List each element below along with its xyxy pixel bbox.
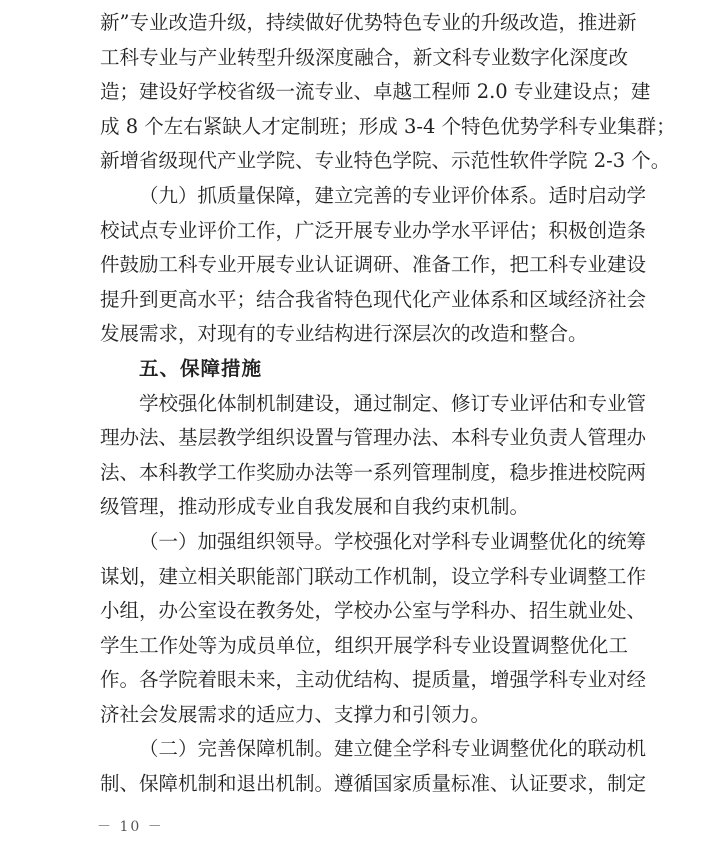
text-line: 作。各学院着眼未来，主动优结构、提质量，增强学科专业对经 xyxy=(100,668,647,692)
paragraph-first-line: （二）完善保障机制。建立健全学科专业调整优化的联动机 xyxy=(139,737,647,761)
text-line: 工科专业与产业转型升级深度融合，新文科专业数字化深度改 xyxy=(100,45,628,69)
text-line: 新增省级现代产业学院、专业特色学院、示范性软件学院 2-3 个。 xyxy=(100,149,671,173)
text-line: 学生工作处等为成员单位，组织开展学科专业设置调整优化工 xyxy=(100,633,628,657)
text-line: 小组，办公室设在教务处，学校办公室与学科办、招生就业处、 xyxy=(100,599,647,623)
text-line: 造；建设好学校省级一流专业、卓越工程师 2.0 专业建设点；建 xyxy=(100,80,651,104)
text-line: 件鼓励工科专业开展专业认证调研、准备工作，把工科专业建设 xyxy=(100,253,647,277)
text-line: 理办法、基层教学组织设置与管理办法、本科专业负责人管理办 xyxy=(100,426,647,450)
text-line: 法、本科教学工作奖励办法等一系列管理制度，稳步推进校院两 xyxy=(100,460,647,484)
text-line: 发展需求，对现有的专业结构进行深层次的改造和整合。 xyxy=(100,322,588,346)
text-line: 制、保障机制和退出机制。遵循国家质量标准、认证要求，制定 xyxy=(100,772,647,796)
paragraph-first-line: （九）抓质量保障，建立完善的专业评价体系。适时启动学 xyxy=(139,183,647,207)
text-line: 济社会发展需求的适应力、支撑力和引领力。 xyxy=(100,702,491,726)
text-line: 谋划，建立相关职能部门联动工作机制，设立学科专业调整工作 xyxy=(100,564,647,588)
text-line: 新”专业改造升级，持续做好优势特色专业的升级改造，推进新 xyxy=(100,11,637,34)
paragraph-first-line: 学校强化体制机制建设，通过制定、修订专业评估和专业管 xyxy=(139,391,647,415)
body-text xyxy=(100,6,676,802)
text-line: 级管理，推动形成专业自我发展和自我约束机制。 xyxy=(100,495,530,519)
text-line: 成 8 个左右紧缺人才定制班；形成 3-4 个特色优势学科专业集群； xyxy=(100,114,676,138)
paragraph-first-line: （一）加强组织领导。学校强化对学科专业调整优化的统筹 xyxy=(139,529,647,553)
section-heading: 五、保障措施 xyxy=(139,356,263,380)
text-line: 校试点专业评价工作，广泛开展专业办学水平评估；积极创造条 xyxy=(100,218,647,242)
page-number: － 10 － xyxy=(97,819,164,835)
text-line: 提升到更高水平；结合我省特色现代化产业体系和区域经济社会 xyxy=(100,287,647,311)
